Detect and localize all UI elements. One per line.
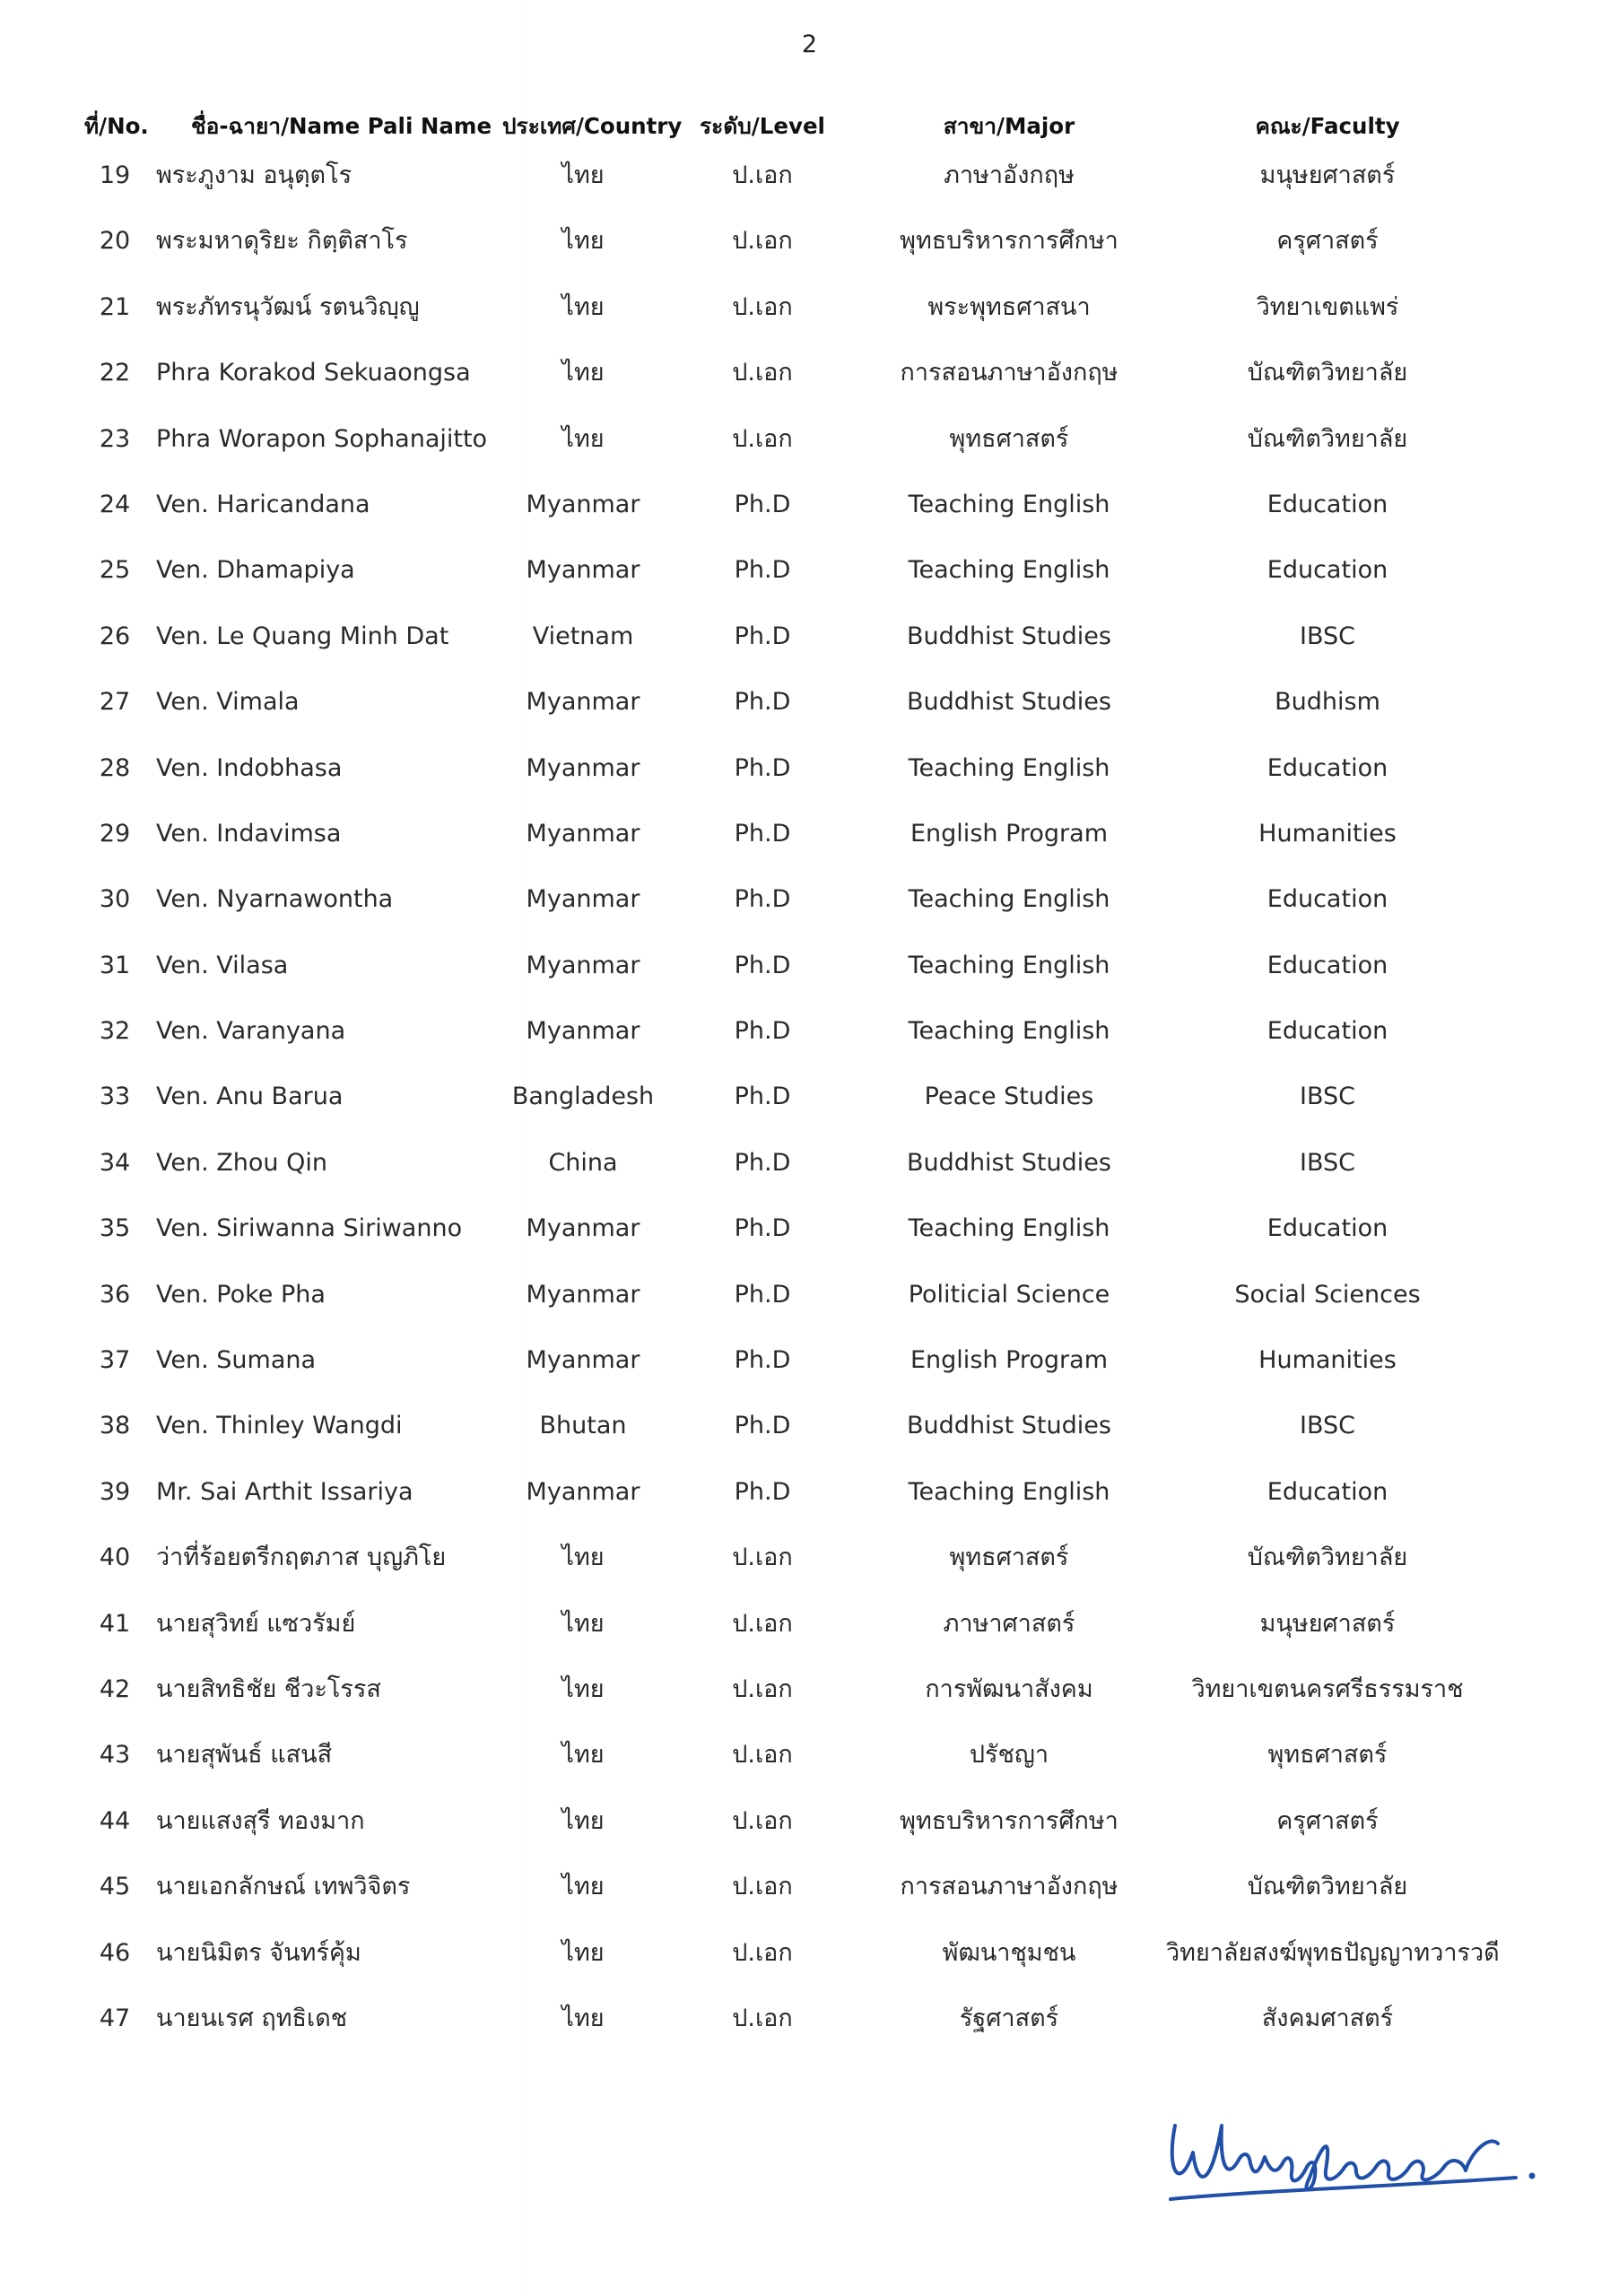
row-name: Mr. Sai Arthit Issariya: [156, 1477, 413, 1506]
row-faculty: ครุศาสตร์: [1276, 227, 1379, 256]
table-row: [0, 885, 1619, 951]
signature-image: [1157, 2090, 1561, 2224]
row-name: พระมหาดุริยะ กิตฺติสาโร: [156, 227, 408, 256]
row-level: ป.เอก: [732, 1674, 793, 1703]
row-number: 44: [99, 1806, 131, 1835]
row-name: Ven. Le Quang Minh Dat: [156, 622, 449, 650]
row-faculty: มนุษยศาสตร์: [1259, 161, 1396, 189]
row-faculty: สังคมศาสตร์: [1261, 2004, 1394, 2032]
row-country: ไทย: [561, 1609, 605, 1638]
row-faculty: Education: [1266, 885, 1388, 914]
row-number: 24: [99, 490, 131, 518]
row-name: Ven. Thinley Wangdi: [156, 1412, 403, 1440]
table-row: [0, 2005, 1619, 2070]
table-row: [0, 1478, 1619, 1544]
page-number: 2: [801, 30, 818, 58]
row-number: 45: [99, 1873, 131, 1901]
row-faculty: Humanities: [1258, 1346, 1397, 1375]
row-level: Ph.D: [734, 688, 791, 717]
row-name: นายเอกลักษณ์ เทพวิจิตร: [156, 1873, 411, 1901]
row-number: 36: [99, 1280, 131, 1309]
row-faculty: บัณฑิตวิทยาลัย: [1247, 359, 1408, 387]
signature-stroke: [1172, 2126, 1498, 2189]
row-number: 23: [99, 424, 131, 453]
row-number: 41: [99, 1609, 131, 1638]
row-level: ป.เอก: [732, 359, 793, 387]
row-number: 38: [99, 1412, 131, 1440]
table-row: [0, 622, 1619, 688]
row-level: Ph.D: [734, 1083, 791, 1111]
row-country: Myanmar: [526, 951, 640, 979]
row-faculty: IBSC: [1299, 1083, 1355, 1111]
row-faculty: IBSC: [1299, 1412, 1355, 1440]
row-level: Ph.D: [734, 951, 791, 979]
table-row: [0, 556, 1619, 622]
row-level: ป.เอก: [732, 161, 793, 189]
row-number: 33: [99, 1083, 131, 1111]
table-row: [0, 1017, 1619, 1083]
row-name: Ven. Varanyana: [156, 1017, 346, 1046]
table-row: [0, 820, 1619, 885]
row-country: Myanmar: [526, 753, 640, 782]
row-major: พัฒนาชุมชน: [942, 1938, 1076, 1967]
list-table: [0, 113, 1619, 2070]
row-level: ป.เอก: [732, 1873, 793, 1901]
row-level: ป.เอก: [732, 1938, 793, 1967]
row-name: นายแสงสุรี ทองมาก: [156, 1806, 365, 1835]
row-country: Myanmar: [526, 490, 640, 518]
table-row: [0, 1149, 1619, 1214]
row-major: Buddhist Studies: [907, 688, 1111, 717]
row-country: ไทย: [561, 161, 605, 189]
row-name: Ven. Siriwanna Siriwanno: [156, 1214, 463, 1243]
row-name: Ven. Indobhasa: [156, 753, 343, 782]
row-faculty: ครุศาสตร์: [1276, 1806, 1379, 1835]
table-row: [0, 1281, 1619, 1346]
row-name: Ven. Haricandana: [156, 490, 370, 518]
signature-underline: [1171, 2178, 1516, 2199]
row-level: ป.เอก: [732, 227, 793, 256]
row-faculty: วิทยาลัยสงฆ์พุทธปัญญาทวารวดี: [1166, 1938, 1500, 1967]
row-name: Ven. Poke Pha: [156, 1280, 326, 1309]
row-level: Ph.D: [734, 622, 791, 650]
row-level: Ph.D: [734, 1477, 791, 1506]
row-faculty: วิทยาเขตแพร่: [1256, 292, 1399, 321]
row-name: นายนิมิตร จันทร์คุ้ม: [156, 1938, 361, 1967]
row-country: ไทย: [561, 2004, 605, 2032]
row-level: ป.เอก: [732, 1806, 793, 1835]
row-major: Teaching English: [908, 1477, 1110, 1506]
row-number: 39: [99, 1477, 131, 1506]
row-faculty: มนุษยศาสตร์: [1259, 1609, 1396, 1638]
table-row: [0, 425, 1619, 491]
row-level: Ph.D: [734, 490, 791, 518]
row-major: พุทธศาสตร์: [949, 424, 1069, 453]
row-number: 34: [99, 1148, 131, 1177]
row-faculty: บัณฑิตวิทยาลัย: [1247, 424, 1408, 453]
row-number: 20: [99, 227, 131, 256]
table-row: [0, 1675, 1619, 1741]
row-major: Teaching English: [908, 753, 1110, 782]
row-name: นายสิทธิชัย ชีวะโรรส: [156, 1674, 381, 1703]
row-faculty: บัณฑิตวิทยาลัย: [1247, 1544, 1408, 1572]
row-name: นายนเรศ ฤทธิเดช: [156, 2004, 348, 2032]
row-major: การพัฒนาสังคม: [925, 1674, 1093, 1703]
row-country: Bangladesh: [511, 1083, 655, 1111]
row-major: Politicial Science: [908, 1280, 1110, 1309]
row-major: Buddhist Studies: [907, 622, 1111, 650]
table-row: [0, 1412, 1619, 1477]
row-faculty: Education: [1266, 753, 1388, 782]
row-level: ป.เอก: [732, 424, 793, 453]
row-country: Myanmar: [526, 1017, 640, 1046]
table-row: [0, 688, 1619, 753]
row-faculty: Education: [1266, 490, 1388, 518]
row-level: ป.เอก: [732, 1741, 793, 1770]
row-number: 30: [99, 885, 131, 914]
row-country: Myanmar: [526, 556, 640, 585]
row-country: ไทย: [561, 1741, 605, 1770]
signature-dot: [1529, 2173, 1536, 2179]
row-name: Ven. Zhou Qin: [156, 1148, 327, 1177]
row-faculty: วิทยาเขตนครศรีธรรมราช: [1191, 1674, 1464, 1703]
row-number: 46: [99, 1938, 131, 1967]
row-number: 35: [99, 1214, 131, 1243]
row-number: 27: [99, 688, 131, 717]
row-country: ไทย: [561, 227, 605, 256]
row-number: 19: [99, 161, 131, 189]
row-level: Ph.D: [734, 1280, 791, 1309]
row-name: พระภูงาม อนุตฺตโร: [156, 161, 353, 189]
table-row: [0, 1741, 1619, 1806]
row-name: ว่าที่ร้อยตรีกฤตภาส บุญภิโย: [156, 1544, 447, 1572]
header-major: สาขา/Major: [943, 113, 1075, 139]
row-name: Ven. Anu Barua: [156, 1083, 344, 1111]
row-major: English Program: [910, 819, 1108, 848]
row-major: พุทธศาสตร์: [949, 1544, 1069, 1572]
row-country: ไทย: [561, 1873, 605, 1901]
row-major: ภาษาศาสตร์: [943, 1609, 1075, 1638]
row-major: Teaching English: [908, 1017, 1110, 1046]
table-row: [0, 161, 1619, 227]
row-major: Buddhist Studies: [907, 1412, 1111, 1440]
row-level: ป.เอก: [732, 1544, 793, 1572]
row-country: Myanmar: [526, 1477, 640, 1506]
row-name: Ven. Nyarnawontha: [156, 885, 394, 914]
row-faculty: Education: [1266, 1017, 1388, 1046]
row-major: Teaching English: [908, 951, 1110, 979]
table-row: [0, 293, 1619, 359]
row-major: Teaching English: [908, 490, 1110, 518]
row-name: Ven. Vilasa: [156, 951, 289, 979]
row-level: ป.เอก: [732, 1609, 793, 1638]
row-faculty: Education: [1266, 951, 1388, 979]
row-name: นายสุพันธ์ แสนสี: [156, 1741, 333, 1770]
row-country: Vietnam: [532, 622, 634, 650]
row-country: ไทย: [561, 292, 605, 321]
row-country: Myanmar: [526, 688, 640, 717]
table-row: [0, 1346, 1619, 1412]
table-header-row: [0, 113, 1619, 161]
row-country: Myanmar: [526, 1280, 640, 1309]
row-major: Peace Studies: [924, 1083, 1094, 1111]
row-name: Phra Korakod Sekuaongsa: [156, 359, 471, 387]
row-faculty: บัณฑิตวิทยาลัย: [1247, 1873, 1408, 1901]
header-no: ที่/No.: [84, 113, 149, 139]
row-faculty: Education: [1266, 1477, 1388, 1506]
table-row: [0, 1939, 1619, 2005]
row-number: 25: [99, 556, 131, 585]
row-faculty: Budhism: [1275, 688, 1380, 717]
table-row: [0, 1873, 1619, 1938]
row-number: 40: [99, 1544, 131, 1572]
row-level: Ph.D: [734, 753, 791, 782]
row-country: ไทย: [561, 1806, 605, 1835]
row-faculty: Social Sciences: [1234, 1280, 1421, 1309]
table-row: [0, 1544, 1619, 1609]
row-major: English Program: [910, 1346, 1108, 1375]
row-country: China: [548, 1148, 618, 1177]
row-number: 47: [99, 2004, 131, 2032]
row-major: รัฐศาสตร์: [959, 2004, 1059, 2032]
row-major: Teaching English: [908, 1214, 1110, 1243]
table-row: [0, 491, 1619, 556]
row-country: Bhutan: [539, 1412, 627, 1440]
row-number: 26: [99, 622, 131, 650]
row-number: 37: [99, 1346, 131, 1375]
row-country: ไทย: [561, 1674, 605, 1703]
row-major: Buddhist Studies: [907, 1148, 1111, 1177]
row-number: 43: [99, 1741, 131, 1770]
table-row: [0, 1807, 1619, 1873]
row-name: นายสุวิทย์ แซวรัมย์: [156, 1609, 356, 1638]
table-row: [0, 227, 1619, 292]
row-country: ไทย: [561, 1544, 605, 1572]
table-row: [0, 952, 1619, 1017]
header-level: ระดับ/Level: [700, 113, 825, 139]
row-level: Ph.D: [734, 1017, 791, 1046]
row-number: 42: [99, 1674, 131, 1703]
table-row: [0, 754, 1619, 820]
table-row: [0, 1610, 1619, 1675]
row-level: Ph.D: [734, 556, 791, 585]
row-major: ภาษาอังกฤษ: [944, 161, 1075, 189]
row-name: Phra Worapon Sophanajitto: [156, 424, 488, 453]
row-faculty: Humanities: [1258, 819, 1397, 848]
row-number: 32: [99, 1017, 131, 1046]
header-faculty: คณะ/Faculty: [1255, 113, 1400, 139]
row-country: Myanmar: [526, 1346, 640, 1375]
row-country: Myanmar: [526, 819, 640, 848]
row-level: ป.เอก: [732, 2004, 793, 2032]
row-major: Teaching English: [908, 885, 1110, 914]
row-country: ไทย: [561, 1938, 605, 1967]
row-level: Ph.D: [734, 1148, 791, 1177]
row-country: Myanmar: [526, 1214, 640, 1243]
row-major: พุทธบริหารการศึกษา: [900, 227, 1119, 256]
row-number: 22: [99, 359, 131, 387]
row-number: 21: [99, 292, 131, 321]
row-country: ไทย: [561, 359, 605, 387]
row-country: ไทย: [561, 424, 605, 453]
row-major: การสอนภาษาอังกฤษ: [900, 359, 1119, 387]
row-level: Ph.D: [734, 819, 791, 848]
row-name: Ven. Dhamapiya: [156, 556, 355, 585]
row-number: 31: [99, 951, 131, 979]
row-number: 28: [99, 753, 131, 782]
row-faculty: IBSC: [1299, 1148, 1355, 1177]
row-country: Myanmar: [526, 885, 640, 914]
row-level: Ph.D: [734, 885, 791, 914]
row-number: 29: [99, 819, 131, 848]
table-row: [0, 359, 1619, 424]
header-country: ประเทศ/Country: [502, 113, 683, 139]
row-major: ปรัชญา: [969, 1741, 1049, 1770]
row-faculty: Education: [1266, 556, 1388, 585]
row-major: Teaching English: [908, 556, 1110, 585]
row-level: Ph.D: [734, 1346, 791, 1375]
row-faculty: IBSC: [1299, 622, 1355, 650]
row-level: Ph.D: [734, 1214, 791, 1243]
row-faculty: Education: [1266, 1214, 1388, 1243]
row-name: Ven. Vimala: [156, 688, 300, 717]
row-major: พุทธบริหารการศึกษา: [900, 1806, 1119, 1835]
row-level: ป.เอก: [732, 292, 793, 321]
table-row: [0, 1083, 1619, 1148]
row-faculty: พุทธศาสตร์: [1267, 1741, 1388, 1770]
table-body: [0, 161, 1619, 2070]
row-name: พระภัทรนุวัฒน์ รตนวิญฺญู: [156, 292, 420, 321]
row-level: Ph.D: [734, 1412, 791, 1440]
header-name: ชื่อ-ฉายา/Name Pali Name: [191, 113, 492, 139]
row-name: Ven. Sumana: [156, 1346, 317, 1375]
row-name: Ven. Indavimsa: [156, 819, 342, 848]
row-major: พระพุทธศาสนา: [927, 292, 1091, 321]
row-major: การสอนภาษาอังกฤษ: [900, 1873, 1119, 1901]
table-row: [0, 1214, 1619, 1280]
